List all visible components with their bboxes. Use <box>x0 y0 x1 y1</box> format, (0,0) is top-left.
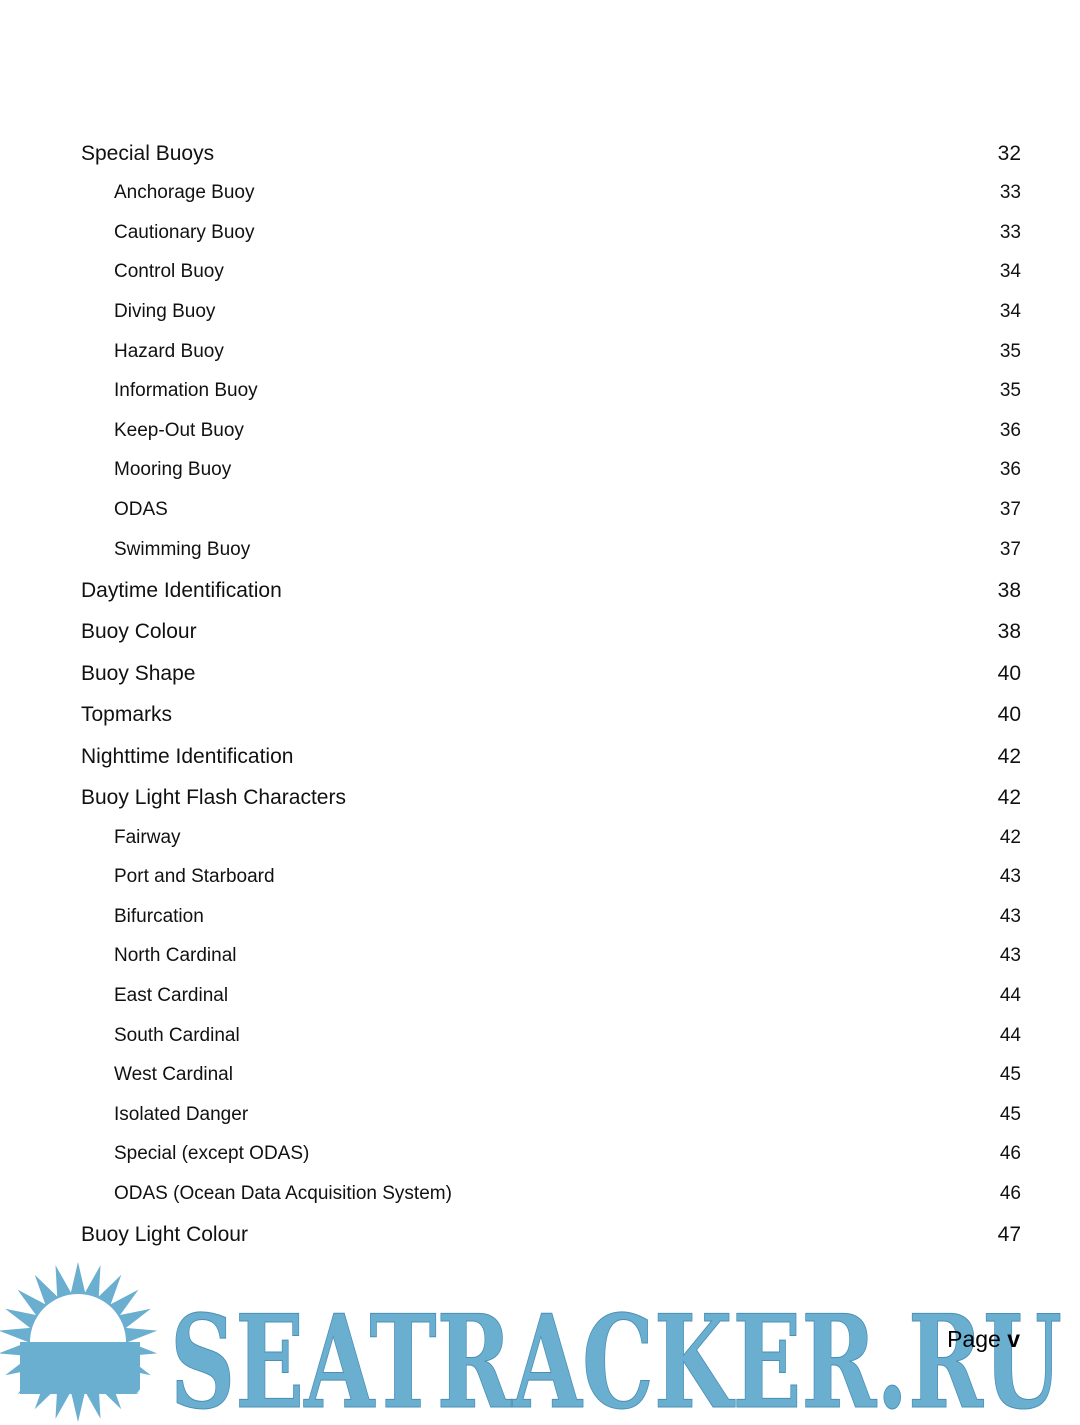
toc-page-number: 45 <box>999 1104 1021 1125</box>
toc-title: Hazard Buoy <box>114 341 224 362</box>
toc-section[interactable] <box>81 662 1021 686</box>
toc-title: Fairway <box>114 827 181 848</box>
toc-title: Anchorage Buoy <box>114 182 255 203</box>
toc-page-number: 36 <box>999 420 1021 441</box>
toc-title: Topmarks <box>81 703 173 726</box>
toc-title: Isolated Danger <box>114 1104 249 1125</box>
toc-subsection[interactable] <box>81 827 1021 849</box>
toc-title: Cautionary Buoy <box>114 222 255 243</box>
toc-section[interactable] <box>81 142 1021 166</box>
toc-subsection[interactable] <box>81 985 1021 1007</box>
toc-title: North Cardinal <box>114 945 237 966</box>
toc-subsection[interactable] <box>81 182 1021 204</box>
toc-subsection[interactable] <box>81 380 1021 402</box>
toc-title: Special (except ODAS) <box>114 1143 310 1164</box>
toc-section[interactable] <box>81 703 1021 727</box>
page-label: Page <box>947 1326 1001 1352</box>
toc-page-number: 42 <box>997 745 1021 768</box>
toc-title: Keep-Out Buoy <box>114 420 244 441</box>
toc-page-number: 44 <box>999 985 1021 1006</box>
toc-subsection[interactable] <box>81 301 1021 323</box>
toc-subsection[interactable] <box>81 1183 1021 1205</box>
toc-title: ODAS <box>114 499 168 520</box>
toc-subsection[interactable] <box>81 261 1021 283</box>
toc-section[interactable] <box>81 745 1021 769</box>
toc-title: Diving Buoy <box>114 301 216 322</box>
toc-page-number: 44 <box>999 1025 1021 1046</box>
toc-page-number: 42 <box>997 786 1021 809</box>
toc-title: West Cardinal <box>114 1064 233 1085</box>
toc-page-number: 45 <box>999 1064 1021 1085</box>
toc-page-number: 35 <box>999 341 1021 362</box>
toc-page-number: 43 <box>999 906 1021 927</box>
toc-subsection[interactable] <box>81 1143 1021 1165</box>
toc-page-number: 34 <box>999 301 1021 322</box>
toc-subsection[interactable] <box>81 1104 1021 1126</box>
toc-title: Information Buoy <box>114 380 258 401</box>
toc-page-number: 40 <box>997 662 1021 685</box>
toc-subsection[interactable] <box>81 459 1021 481</box>
toc-page-number: 32 <box>997 142 1021 165</box>
toc-section[interactable] <box>81 620 1021 644</box>
toc-subsection[interactable] <box>81 341 1021 363</box>
toc-page-number: 37 <box>999 499 1021 520</box>
toc-section[interactable] <box>81 786 1021 810</box>
page-number: v <box>1007 1326 1020 1352</box>
toc-title: South Cardinal <box>114 1025 240 1046</box>
toc-title: ODAS (Ocean Data Acquisition System) <box>114 1183 452 1204</box>
toc-subsection[interactable] <box>81 866 1021 888</box>
toc-subsection[interactable] <box>81 906 1021 928</box>
toc-subsection[interactable] <box>81 222 1021 244</box>
toc-subsection[interactable] <box>81 1064 1021 1086</box>
toc-page-number: 36 <box>999 459 1021 480</box>
toc-title: Special Buoys <box>81 142 215 165</box>
toc-page-number: 40 <box>997 703 1021 726</box>
toc-page-number: 38 <box>997 579 1021 602</box>
toc-section[interactable] <box>81 579 1021 603</box>
watermark <box>0 1262 1080 1425</box>
toc-title: Mooring Buoy <box>114 459 232 480</box>
toc-page-number: 46 <box>999 1143 1021 1164</box>
toc-page-number: 38 <box>997 620 1021 643</box>
toc-title: Daytime Identification <box>81 579 282 602</box>
page-footer <box>947 1326 1020 1353</box>
toc-page-number: 37 <box>999 539 1021 560</box>
toc-subsection[interactable] <box>81 945 1021 967</box>
toc-title: Buoy Colour <box>81 620 197 643</box>
toc-title: Port and Starboard <box>114 866 275 887</box>
toc-subsection[interactable] <box>81 499 1021 521</box>
toc-title: Nighttime Identification <box>81 745 294 768</box>
toc-page-number: 35 <box>999 380 1021 401</box>
toc-title: Swimming Buoy <box>114 539 251 560</box>
toc-page-number: 34 <box>999 261 1021 282</box>
toc-title: Control Buoy <box>114 261 224 282</box>
toc-page-number: 43 <box>999 945 1021 966</box>
toc-title: Bifurcation <box>114 906 204 927</box>
watermark-text: SEATRACKER.RU <box>170 1288 1062 1425</box>
toc-page-number: 46 <box>999 1183 1021 1204</box>
toc-subsection[interactable] <box>81 539 1021 561</box>
toc-page-number: 42 <box>999 827 1021 848</box>
toc-page-number: 43 <box>999 866 1021 887</box>
toc-title: Buoy Shape <box>81 662 196 685</box>
toc-subsection[interactable] <box>81 1025 1021 1047</box>
toc-page-number: 33 <box>999 222 1021 243</box>
toc-subsection[interactable] <box>81 420 1021 442</box>
toc-page-number: 33 <box>999 182 1021 203</box>
toc-title: Buoy Light Colour <box>81 1223 248 1246</box>
toc-title: Buoy Light Flash Characters <box>81 786 346 809</box>
sun-logo-icon <box>0 1262 157 1422</box>
toc-page-number: 47 <box>997 1223 1021 1246</box>
toc-title: East Cardinal <box>114 985 229 1006</box>
toc-section[interactable] <box>81 1223 1021 1247</box>
